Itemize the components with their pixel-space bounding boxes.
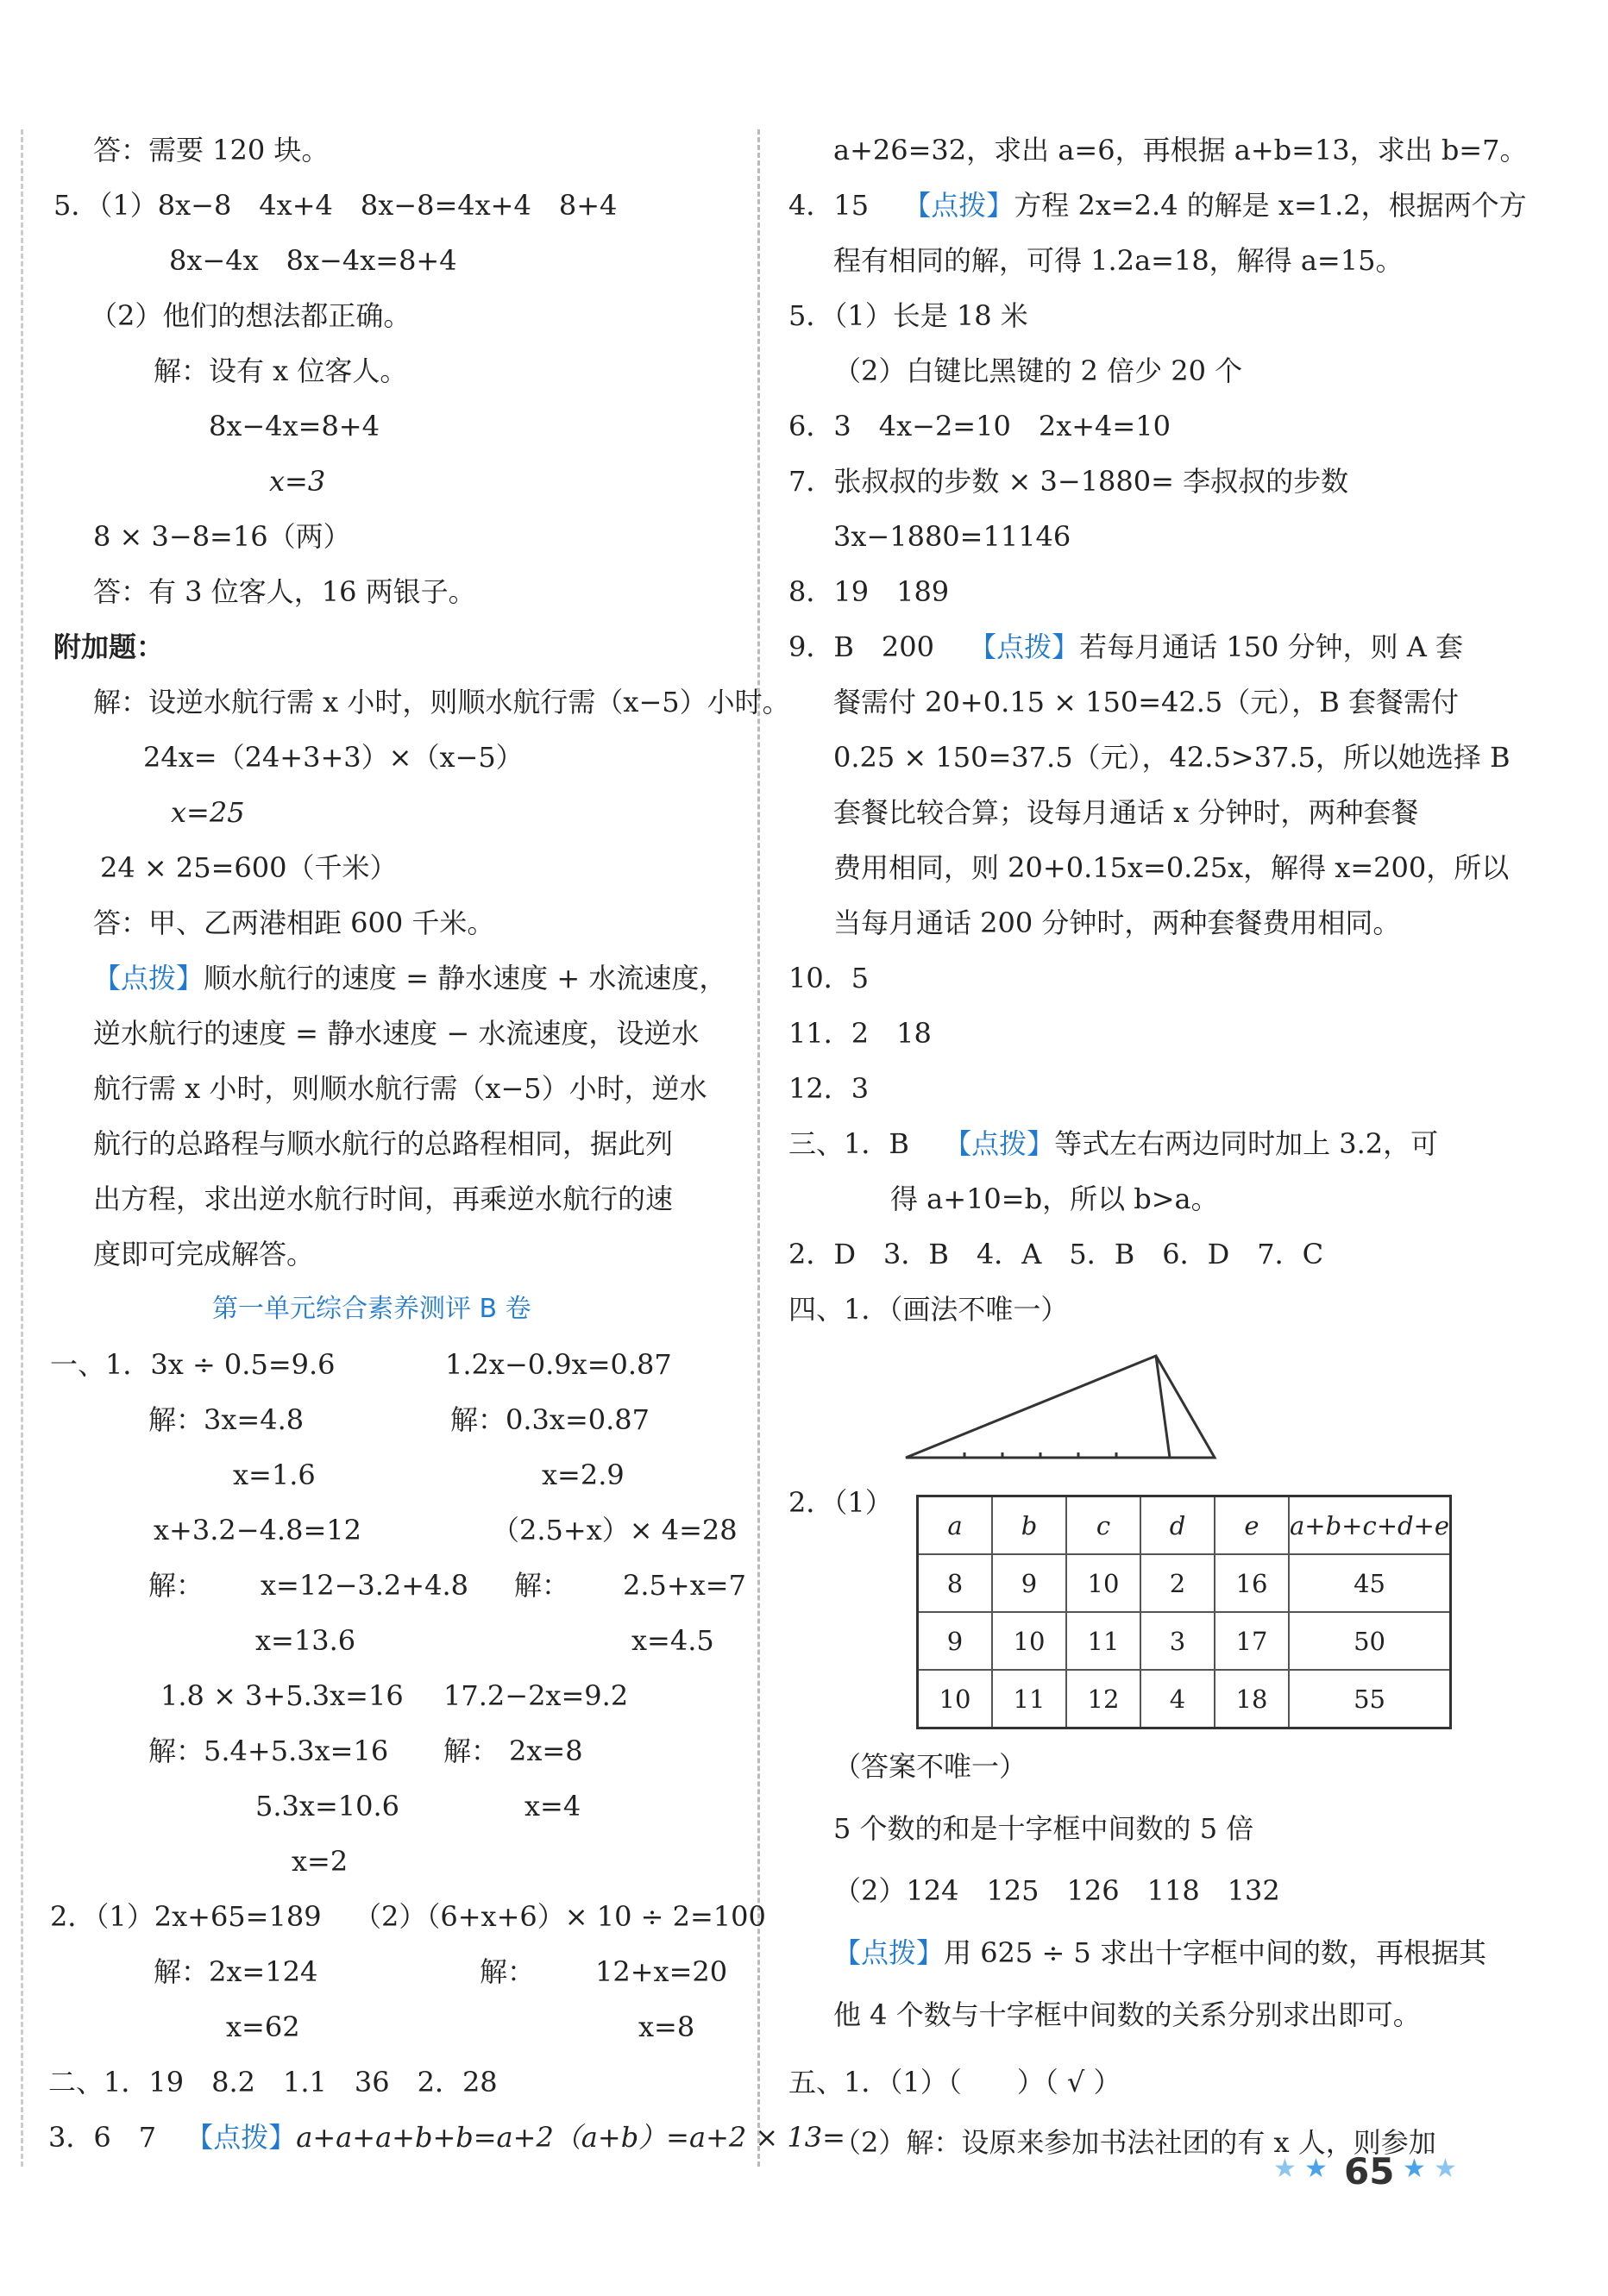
hint-label: 【点拨】 <box>93 962 204 994</box>
hint-text: 出方程，求出逆水航行时间，再乘逆水航行的速 <box>93 1183 674 1215</box>
q9-line <box>788 628 1463 666</box>
hint-text: 0.25 × 150=37.5（元），42.5>37.5，所以她选择 B <box>833 741 1511 774</box>
hint-text: 方程 2x=2.4 的解是 x=1.2，根据两个方 <box>1014 189 1527 222</box>
q1-step: x=12−3.2+4.8 <box>261 1569 468 1602</box>
bonus-solution: 解：设逆水航行需 x 小时，则顺水航行需（x−5）小时。 <box>93 686 790 718</box>
q1-step: 解：5.4+5.3x=16 <box>148 1735 389 1767</box>
table-cell: 12 <box>1066 1670 1140 1728</box>
hint-label: 【点拨】 <box>969 630 1080 663</box>
q2-eq: （2）（6+x+6）× 10 ÷ 2=100 <box>354 1900 766 1933</box>
table-cell: 16 <box>1215 1554 1289 1612</box>
q2-part2: （2）124 125 126 118 132 <box>833 1874 1280 1907</box>
table-cell: 10 <box>1066 1554 1140 1612</box>
table-row <box>918 1612 1451 1670</box>
section5-q1: 五、1．（1）（ ）（ √ ） <box>788 2066 1121 2098</box>
bonus-calc: 24 × 25=600（千米） <box>100 851 398 884</box>
q2-eq: 2．（1）2x+65=189 <box>50 1900 322 1933</box>
equation-result: x=3 <box>269 465 326 498</box>
q1-result: x=4 <box>524 1790 581 1822</box>
hint-label: 【点拨】 <box>833 1936 945 1969</box>
table-cell: 18 <box>1215 1670 1289 1728</box>
column-divider <box>757 129 760 2167</box>
star-icon: ★ <box>1304 2154 1328 2184</box>
bonus-heading: 附加题： <box>53 630 165 663</box>
q1-step: 解：3x=4.8 <box>148 1403 305 1436</box>
hint-label: 【点拨】 <box>903 189 1014 222</box>
q5-line2: 8x−4x 8x−4x=8+4 <box>169 244 457 277</box>
table-row <box>918 1554 1451 1612</box>
q5-part2: （2）白键比黑键的 2 倍少 20 个 <box>833 354 1243 387</box>
answer-line: 答：需要 120 块。 <box>93 134 330 166</box>
q1-step: 解：0.3x=0.87 <box>450 1403 650 1436</box>
hint-text: 航行需 x 小时，则顺水航行需（x−5）小时，逆水 <box>93 1072 707 1105</box>
hint-text: 逆水航行的速度 = 静水速度 − 水流速度，设逆水 <box>93 1017 700 1050</box>
table-header-cell: a+b+c+d+e <box>1289 1496 1451 1555</box>
table-cell: 10 <box>918 1670 993 1728</box>
table-header-row <box>918 1496 1451 1555</box>
q3-line <box>48 2118 845 2156</box>
hint-text: 若每月通话 150 分钟，则 A 套 <box>1079 630 1464 663</box>
q1-step: 2.5+x=7 <box>623 1569 746 1602</box>
left-margin-dash <box>21 129 23 2167</box>
q1-result: x=1.6 <box>233 1459 316 1491</box>
q1-eq: 1.8 × 3+5.3x=16 <box>160 1679 404 1712</box>
equation-line: 8x−4x=8+4 <box>209 410 380 442</box>
q7-line: 7．张叔叔的步数 × 3−1880= 李叔叔的步数 <box>788 465 1349 498</box>
table-cell: 55 <box>1289 1670 1451 1728</box>
q9-answer: 9．B 200 <box>788 630 934 663</box>
q1-result: x=2.9 <box>542 1459 625 1491</box>
hint-text: 航行的总路程与顺水航行的总路程相同，据此列 <box>93 1127 674 1160</box>
q2-step: 12+x=20 <box>595 1955 728 1988</box>
hint-text: 用 625 ÷ 5 求出十字框中间的数，再根据其 <box>944 1936 1486 1969</box>
bonus-result: x=25 <box>171 796 245 829</box>
section2-answers: 二、1．19 8.2 1.1 36 2．28 <box>48 2066 498 2098</box>
table-header-cell: d <box>1140 1496 1215 1555</box>
answer-line: 答：有 3 位客人，16 两银子。 <box>93 575 476 608</box>
table-cell: 10 <box>992 1612 1066 1670</box>
table-header-cell: b <box>992 1496 1066 1555</box>
note-line: （答案不唯一） <box>833 1750 1027 1783</box>
q5-line: 5．（1）8x−8 4x+4 8x−8=4x+4 8+4 <box>53 189 618 222</box>
hint-label: 【点拨】 <box>944 1127 1055 1160</box>
section4-q1: 四、1．（画法不唯一） <box>788 1293 1069 1326</box>
page-number: 65 <box>1344 2150 1395 2192</box>
section3-answer: 三、1．B <box>788 1127 909 1160</box>
table-cell: 50 <box>1289 1612 1451 1670</box>
bonus-equation: 24x=（24+3+3）×（x−5） <box>143 741 524 774</box>
q2-step-label: 解： <box>480 1955 536 1988</box>
section3-q1 <box>788 1125 1438 1163</box>
q1-eq: 17.2−2x=9.2 <box>443 1679 629 1712</box>
hint-line <box>93 959 726 997</box>
section5-q1-part2: （2）解：设原来参加书法社团的有 x 人，则参加 <box>833 2126 1436 2159</box>
bonus-answer: 答：甲、乙两港相距 600 千米。 <box>93 906 495 939</box>
hint-text: 他 4 个数与十字框中间数的关系分别求出即可。 <box>833 1998 1421 2031</box>
q7-equation: 3x−1880=11146 <box>833 520 1071 553</box>
hint-text: 餐需付 20+0.15 × 150=42.5（元），B 套餐需付 <box>833 686 1459 718</box>
q6-line: 6．3 4x−2=10 2x+4=10 <box>788 410 1171 442</box>
table-header-cell: a <box>918 1496 993 1555</box>
hint-label: 【点拨】 <box>185 2121 297 2154</box>
conclusion-line: 5 个数的和是十字框中间数的 5 倍 <box>833 1812 1254 1845</box>
q1-eq: x+3.2−4.8=12 <box>154 1514 361 1546</box>
q2-result: x=8 <box>638 2011 695 2043</box>
q1-step-label: 解： <box>148 1569 204 1602</box>
section3-answers: 2．D 3．B 4．A 5．B 6．D 7．C <box>788 1238 1324 1270</box>
hint-continued: a+26=32，求出 a=6，再根据 a+b=13，求出 b=7。 <box>833 134 1528 166</box>
hint-text: 当每月通话 200 分钟时，两种套餐费用相同。 <box>833 906 1401 939</box>
hint-text: 套餐比较合算；设每月通话 x 分钟时，两种套餐 <box>833 796 1419 829</box>
q2-result: x=62 <box>226 2011 300 2043</box>
hint-text: 顺水航行的速度 = 静水速度 + 水流速度， <box>204 962 727 994</box>
star-icon: ★ <box>1273 2154 1297 2184</box>
number-table <box>916 1495 1452 1729</box>
q1-step-label: 解： <box>514 1569 570 1602</box>
star-icon: ★ <box>1434 2154 1457 2184</box>
q12-line: 12．3 <box>788 1072 870 1105</box>
q4-line <box>788 186 1527 224</box>
q1-step-label: 解： <box>443 1735 499 1767</box>
q1-result: x=2 <box>292 1845 349 1878</box>
solution-line: 解：设有 x 位客人。 <box>154 354 408 387</box>
table-cell: 8 <box>918 1554 993 1612</box>
q5-line: 5．（1）长是 18 米 <box>788 299 1028 332</box>
table-row <box>918 1670 1451 1728</box>
hint-text: a+a+a+b+b=a+2（a+b）=a+2 × 13= <box>296 2121 845 2154</box>
section4-q2: 2．（1） <box>788 1486 893 1519</box>
hint-text: 等式左右两边同时加上 3.2，可 <box>1054 1127 1439 1160</box>
table-cell: 11 <box>992 1670 1066 1728</box>
q1-eq: 1.2x−0.9x=0.87 <box>445 1348 672 1381</box>
table-cell: 2 <box>1140 1554 1215 1612</box>
hint-text: 得 a+10=b，所以 b>a。 <box>890 1183 1219 1215</box>
hint-text: 度即可完成解答。 <box>93 1238 315 1270</box>
table-cell: 9 <box>992 1554 1066 1612</box>
table-cell: 4 <box>1140 1670 1215 1728</box>
table-cell: 9 <box>918 1612 993 1670</box>
table-cell: 17 <box>1215 1612 1289 1670</box>
q5-part2: （2）他们的想法都正确。 <box>90 299 411 332</box>
calc-line: 8 × 3−8=16（两） <box>93 520 351 553</box>
triangle-drawing <box>897 1337 1234 1466</box>
q11-line: 11．2 18 <box>788 1017 932 1050</box>
hint-text: 程有相同的解，可得 1.2a=18，解得 a=15。 <box>833 244 1404 277</box>
q3-answer: 3．6 7 <box>48 2121 157 2154</box>
q2-step: 解：2x=124 <box>154 1955 318 1988</box>
q1-result: x=4.5 <box>631 1624 714 1657</box>
hint-text: 费用相同，则 20+0.15x=0.25x，解得 x=200，所以 <box>833 851 1510 884</box>
table-cell: 11 <box>1066 1612 1140 1670</box>
table-header-cell: c <box>1066 1496 1140 1555</box>
q1-step: 5.3x=10.6 <box>255 1790 399 1822</box>
table-cell: 45 <box>1289 1554 1451 1612</box>
q10-line: 10．5 <box>788 962 870 994</box>
hint-line <box>833 1934 1486 1972</box>
table-header-cell: e <box>1215 1496 1289 1555</box>
section-title: 第一单元综合素养测评 B 卷 <box>212 1294 531 1324</box>
q8-line: 8．19 189 <box>788 575 950 608</box>
star-icon: ★ <box>1403 2154 1426 2184</box>
q1-result: x=13.6 <box>255 1624 356 1657</box>
q1-eq: 一、1．3x ÷ 0.5=9.6 <box>50 1348 336 1381</box>
q4-answer: 4．15 <box>788 189 870 222</box>
q1-step: 2x=8 <box>509 1735 583 1767</box>
table-cell: 3 <box>1140 1612 1215 1670</box>
q1-eq: （2.5+x）× 4=28 <box>492 1514 738 1546</box>
